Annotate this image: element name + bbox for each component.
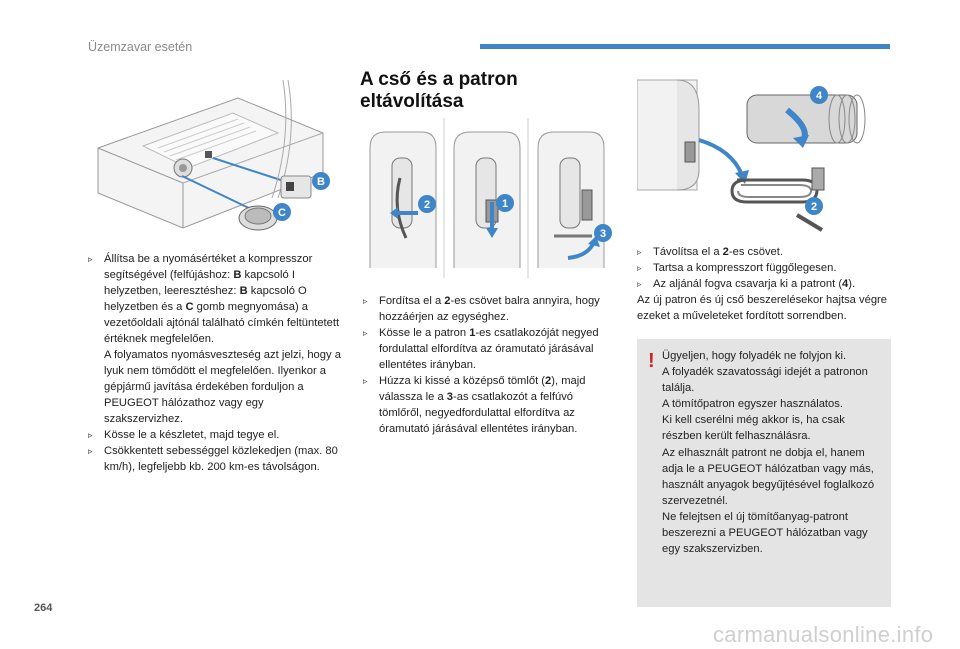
bullet-icon: ▹ <box>88 446 93 456</box>
page-number: 264 <box>34 602 53 614</box>
callout-b-label: B <box>317 176 325 188</box>
callout-2b-badge <box>805 197 823 215</box>
column-right-text <box>637 244 892 324</box>
warning-line: A folyadék szavatossági idejét a patronon találja. <box>662 366 868 395</box>
list-item: ▹ Fordítsa el a 2-es csövet balra annyira, hogy hozzáérjen az egységhez. <box>363 295 600 323</box>
callout-c-label: C <box>278 207 286 219</box>
header-accent-bar <box>480 44 890 49</box>
list-item: ▹ Húzza ki kissé a középső tömlőt (2), majd válassza le a 3-as csatlakozót a felfúvó tömlőről, negyedfordulattal elfordítva az óramutató járásával ellentétes irányban. <box>363 375 586 435</box>
bullet-icon: ▹ <box>88 254 93 264</box>
warning-line: Ne felejtsen el új tömítőanyag-patront beszerezni a PEUGEOT hálózatban vagy egy szakszervizben. <box>662 510 868 556</box>
list-item: ▹ Kösse le a patron 1-es csatlakozóját negyed fordulattal elfordítva az óramutató járásával ellentétes irányban. <box>363 327 599 371</box>
list-item-note: A folyamatos nyomásveszteség azt jelzi, hogy a lyuk nem tömődött el megfelelően. Ilyenkor a gépjármű javítása érdekében forduljon a PEUGEOT hálózathoz vagy egy szakszervizhez. <box>104 349 341 425</box>
bullet-icon: ▹ <box>363 296 368 306</box>
list-item: ▹ Távolítsa el a 2-es csövet. <box>637 246 783 258</box>
warning-line: A tömítőpatron egyszer használatos. <box>662 398 843 411</box>
bullet-icon: ▹ <box>363 376 368 386</box>
compressor-kit-illustration <box>88 78 338 238</box>
list-item: ▹ Kösse le a készletet, majd tegye el. <box>88 429 280 441</box>
bullet-icon: ▹ <box>88 430 93 440</box>
list-item: ▹ Az aljánál fogva csavarja ki a patront (4). <box>637 278 856 290</box>
column-left-text <box>88 251 343 475</box>
callout-4-badge <box>810 86 828 104</box>
warning-icon: ! <box>648 350 655 372</box>
bullet-icon: ▹ <box>637 247 642 257</box>
list-item: ▹ Csökkentett sebességgel közlekedjen (max. 80 km/h), legfeljebb kb. 200 km-es távolságon. <box>88 445 338 473</box>
watermark: carmanualsonline.info <box>713 622 934 647</box>
bullet-icon: ▹ <box>637 279 642 289</box>
callout-2b-label: 2 <box>810 201 818 213</box>
warning-line: Az elhasznált patront ne dobja el, hanem adja le a PEUGEOT hálózatban vagy más, használt anyagok begyűjtésével foglalkozó szervezetnél. <box>662 446 875 507</box>
callout-1-badge <box>496 194 514 212</box>
callout-1-label: 1 <box>501 198 509 210</box>
callout-c-badge <box>273 203 291 221</box>
list-item: ▹ Állítsa be a nyomásértéket a kompresszor segítségével (felfújáshoz: B kapcsoló I helyzetben, leeresztéshez: B kapcsoló O helyzetben és a C gomb megnyomása) a vezetőoldali ajtónál található címkén feltüntetett értéknek megfelelően. <box>88 253 340 345</box>
callout-2-label: 2 <box>423 199 431 211</box>
warning-line: Ki kell cserélni még akkor is, ha csak részben került felhasználásra. <box>662 414 845 443</box>
callout-2-badge <box>418 195 436 213</box>
paragraph: Az új patron és új cső beszerelésekor hajtsa végre ezeket a műveleteket fordított sorrendben. <box>637 294 887 322</box>
column-middle-text <box>363 293 618 437</box>
list-item: ▹ Tartsa a kompresszort függőlegesen. <box>637 262 837 274</box>
callout-4-label: 4 <box>815 90 823 102</box>
bullet-icon: ▹ <box>363 328 368 338</box>
warning-line: Ügyeljen, hogy folyadék ne folyjon ki. <box>662 350 847 362</box>
callout-b-badge <box>312 172 330 190</box>
section-header: Üzemzavar esetén <box>88 40 193 54</box>
callout-3-badge <box>594 224 612 242</box>
callout-3-label: 3 <box>599 228 607 240</box>
hose-removal-steps-illustration <box>362 118 614 278</box>
cartridge-and-hose-illustration <box>637 70 891 240</box>
warning-text <box>662 348 884 557</box>
bullet-icon: ▹ <box>637 263 642 273</box>
section-title: A cső és a patron eltávolítása <box>360 69 518 112</box>
